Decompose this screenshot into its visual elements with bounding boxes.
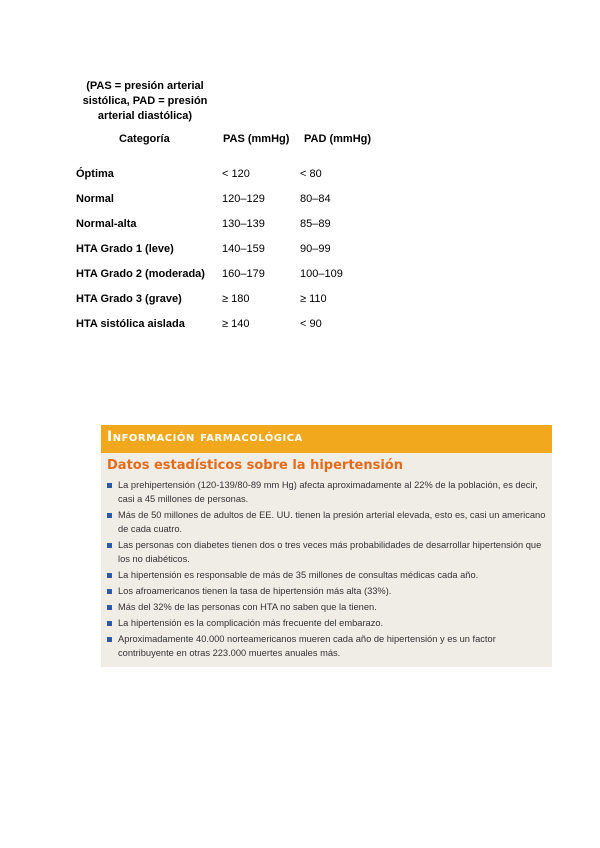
square-bullet-icon [107, 637, 112, 642]
row-pas: 140–159 [222, 243, 265, 255]
square-bullet-icon [107, 621, 112, 626]
table-note: (PAS = presión arterial sistólica, PAD = presión arterial diastólica) [82, 80, 208, 122]
row-pad: 85–89 [300, 218, 331, 230]
row-pad: ≥ 110 [300, 293, 327, 305]
column-header-pad: PAD (mmHg) [304, 133, 372, 145]
square-bullet-icon [107, 483, 112, 488]
list-item-text: Más de 50 millones de adultos de EE. UU. tienen la presión arterial elevada, esto es, casi un americano de cada cuatro. [118, 510, 546, 534]
row-pas: < 120 [222, 168, 250, 180]
row-pas: ≥ 180 [222, 293, 250, 305]
list-item-text: La hipertensión es la complicación más frecuente del embarazo. [118, 618, 384, 628]
list-item-text: La prehipertensión (120-139/80-89 mm Hg) afecta aproximadamente al 22% de la población, es decir, casi a 45 millones de personas. [118, 480, 538, 504]
list-item [107, 478, 547, 506]
row-pad: < 90 [300, 318, 322, 330]
infobox-title: Información farmacológica [107, 429, 303, 445]
list-item [107, 600, 547, 614]
row-category: HTA sistólica aislada [76, 318, 185, 330]
list-item-text: Más del 32% de las personas con HTA no saben que la tienen. [118, 602, 377, 612]
infobox-header [101, 425, 552, 453]
list-item-text: Los afroamericanos tienen la tasa de hipertensión más alta (33%). [118, 586, 392, 596]
list-item [107, 538, 547, 566]
row-category: Óptima [76, 168, 114, 180]
list-item [107, 584, 547, 598]
square-bullet-icon [107, 573, 112, 578]
row-pad: 90–99 [300, 243, 331, 255]
list-item [107, 508, 547, 536]
column-header-category: Categoría [119, 133, 170, 145]
list-item [107, 632, 547, 660]
square-bullet-icon [107, 605, 112, 610]
row-category: Normal-alta [76, 218, 137, 230]
list-item-text: La hipertensión es responsable de más de 35 millones de consultas médicas cada año. [118, 570, 479, 580]
row-pad: < 80 [300, 168, 322, 180]
list-item [107, 616, 547, 630]
row-category: HTA Grado 3 (grave) [76, 293, 182, 305]
row-pas: 130–139 [222, 218, 265, 230]
list-item-text: Aproximadamente 40.000 norteamericanos mueren cada año de hipertensión y es un factor contribuyente en otras 223.000 muertes anuales más. [118, 634, 496, 658]
row-pas: ≥ 140 [222, 318, 250, 330]
row-pas: 160–179 [222, 268, 265, 280]
row-category: HTA Grado 1 (leve) [76, 243, 174, 255]
square-bullet-icon [107, 589, 112, 594]
row-pas: 120–129 [222, 193, 265, 205]
row-category: Normal [76, 193, 114, 205]
square-bullet-icon [107, 513, 112, 518]
row-category: HTA Grado 2 (moderada) [76, 268, 205, 280]
row-pad: 80–84 [300, 193, 331, 205]
row-pad: 100–109 [300, 268, 343, 280]
list-item [107, 568, 547, 582]
square-bullet-icon [107, 543, 112, 548]
statistics-list [107, 478, 547, 662]
column-header-pas: PAS (mmHg) [223, 133, 290, 145]
pharmacology-infobox [101, 425, 552, 667]
infobox-subtitle: Datos estadísticos sobre la hipertensión [107, 458, 403, 473]
list-item-text: Las personas con diabetes tienen dos o tres veces más probabilidades de desarrollar hipertensión que los no diabéticos. [118, 540, 542, 564]
